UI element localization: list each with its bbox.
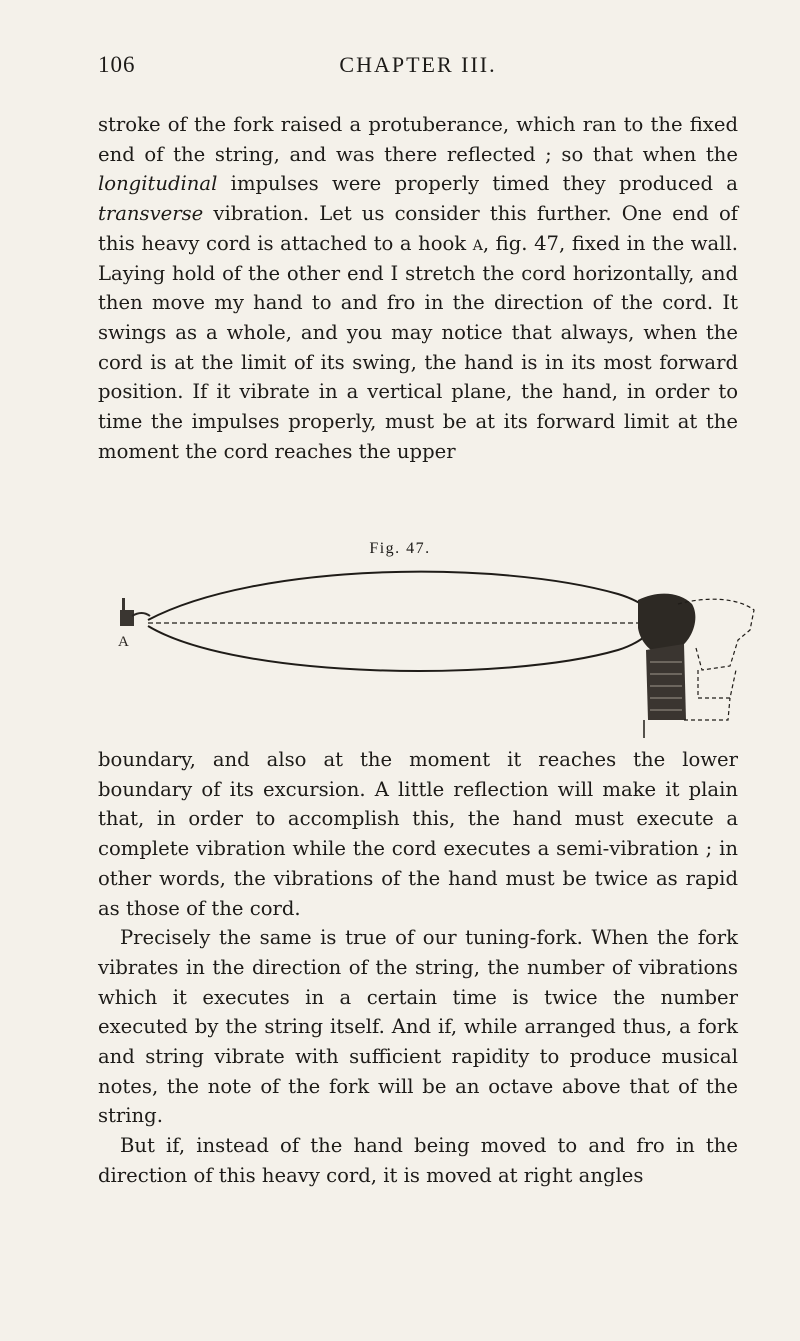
paragraph: Precisely the same is true of our tuning-fork. When the fork vibrates in the direction of the string, the number of vibrations which it executes in a certain time is twice the number executed by the string itself. And if, while arranged thus, a fork and string vibrate with sufficient rapidity to produce musical notes, the note of the fork will be an octave above that of the string. [98,926,738,1128]
emphasis-transverse: transverse [98,202,204,226]
hand-icon [638,594,695,738]
figure-47-illustration [118,570,758,740]
cord-lower-arc [148,626,656,671]
paragraph: boundary, and also at the moment it reaches the lower boundary of its excursion. A little reflection will make it plain that, in order to accomplish this, the hand must execute a complete vibration while the cord executes a semi-vibration ; in other words, the vibrations of the hand must be twice as rapid as those of the cord. [98,748,738,920]
text-run: stroke of the fork raised a protuberance, which ran to the fixed end of the string, and was there reflected ; so that when the [98,113,738,166]
cord-upper-arc [148,572,656,620]
wall-hook-icon [120,598,150,626]
ghost-wrist-outline [698,670,736,698]
paragraph: But if, instead of the hand being moved to and fro in the direction of this heavy cord, it is moved at right angles [98,1134,738,1187]
running-head: CHAPTER III. [339,52,497,77]
page-header [98,52,738,88]
figure-caption: Fig. 47. [369,540,431,557]
ghost-forearm-outline [684,698,730,720]
hook-reference: a [472,231,483,255]
text-run: , fig. 47, fixed in the wall. Laying hold of the other end I stretch the cord horizontally, and then move my hand to and fro in the direction of the cord. It swings as a whole, and you may notice that always, when the cord is at the limit of its swing, the hand is in its most forward position. If it vibrate in a vertical plane, the hand, in order to time the impulses properly, must be at its forward limit at the moment the cord reaches the upper [98,231,738,463]
label-a: A [118,634,129,650]
text-run: impulses were properly timed they produced a [217,172,738,196]
body-text-bottom [98,745,738,1191]
paragraph [98,110,738,466]
body-text-top [98,110,738,466]
text-run: vibration. Let us consider this further. One end of this heavy cord is attached to a hook [98,202,738,255]
page-number: 106 [98,52,136,77]
emphasis-longitudinal: longitudinal [98,172,218,196]
